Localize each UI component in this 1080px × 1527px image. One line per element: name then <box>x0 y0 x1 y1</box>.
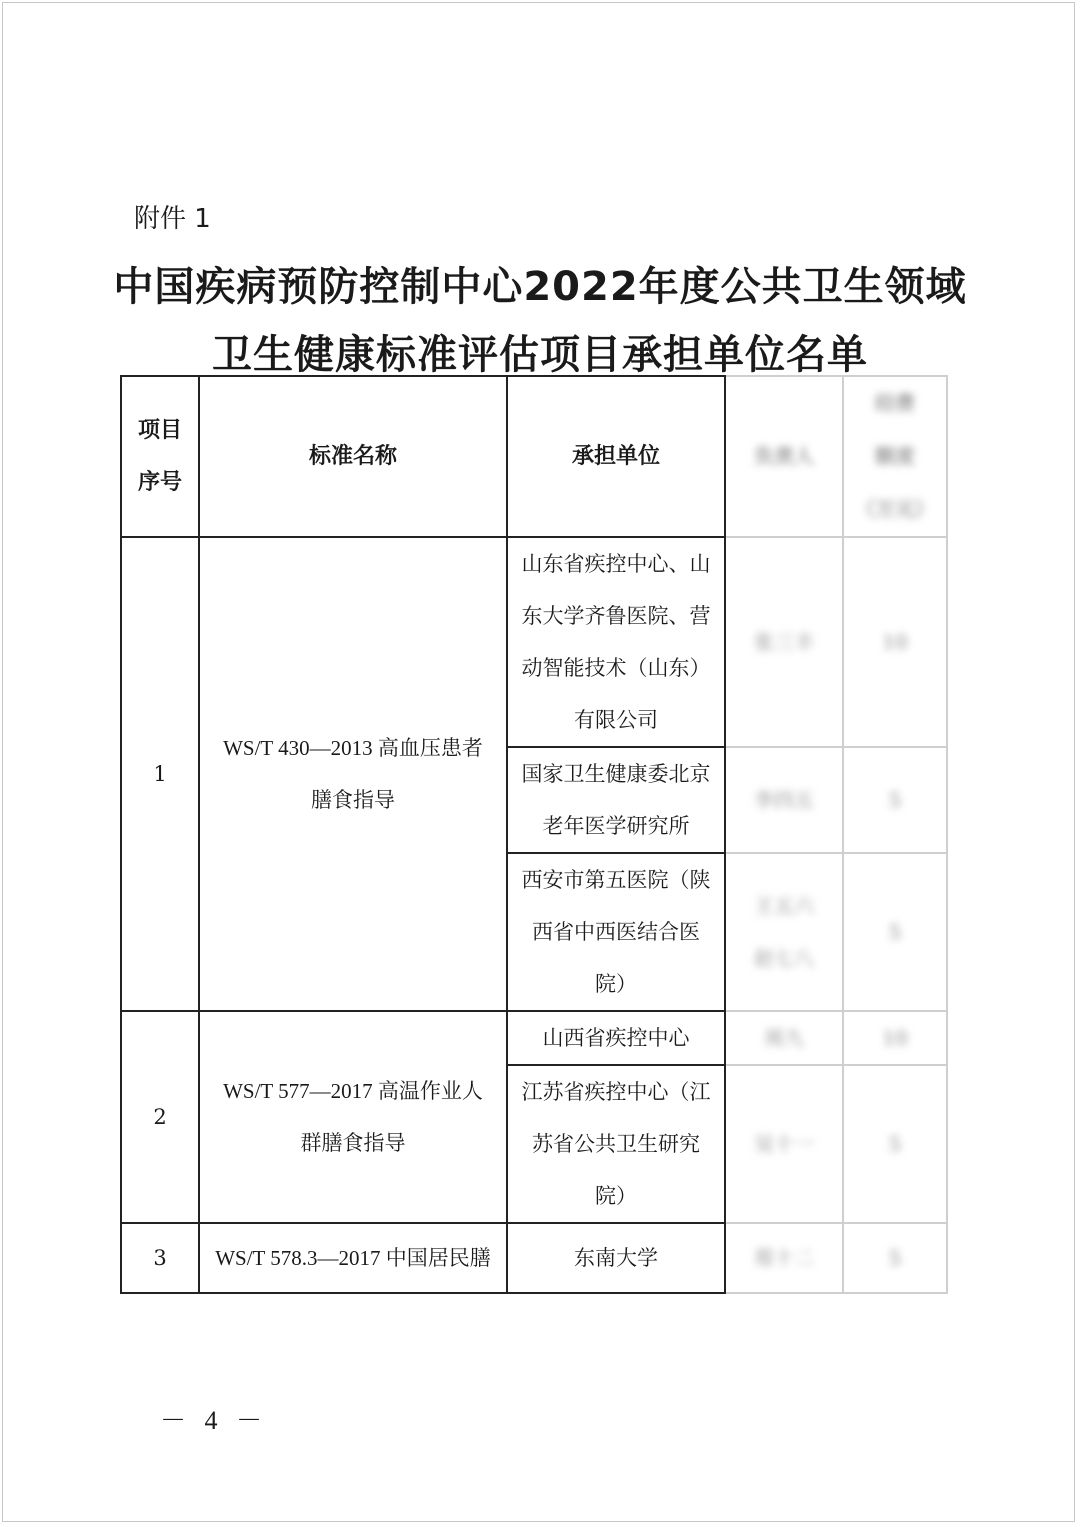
header-standard: 标准名称 <box>199 376 507 537</box>
header-unit: 承担单位 <box>507 376 725 537</box>
page-number: － 4 － <box>160 1406 269 1435</box>
header-seq: 项目 序号 <box>121 376 199 537</box>
standard-name: WS/T 578.3—2017 中国居民膳 <box>199 1223 507 1293</box>
person-blurred: 王五六 赵七八 <box>725 853 843 1011</box>
document-title-line-1: 中国疾病预防控制中心2022年度公共卫生领域 <box>113 264 967 310</box>
attachment-label: 附件 1 <box>134 204 211 234</box>
header-person-blurred: 负责人 <box>725 376 843 537</box>
project-seq: 2 <box>121 1011 199 1223</box>
person-blurred: 周九 <box>725 1011 843 1065</box>
header-funds-blurred: 经费 额度 （万元） <box>843 376 947 537</box>
undertaking-unit: 江苏省疾控中心（江 苏省公共卫生研究 院） <box>507 1065 725 1223</box>
table-row <box>121 537 947 747</box>
person-blurred: 吴十一 <box>725 1065 843 1223</box>
table-row <box>121 1223 947 1293</box>
project-seq: 1 <box>121 537 199 1011</box>
funds-blurred: 10 <box>843 537 947 747</box>
standard-name: WS/T 430—2013 高血压患者 膳食指导 <box>199 537 507 1011</box>
funds-blurred: 5 <box>843 1065 947 1223</box>
project-seq: 3 <box>121 1223 199 1293</box>
undertaking-unit: 山东省疾控中心、山 东大学齐鲁医院、营 动智能技术（山东） 有限公司 <box>507 537 725 747</box>
table-header-row <box>121 376 947 537</box>
person-blurred: 张三丰 <box>725 537 843 747</box>
person-blurred: 李四五 <box>725 747 843 853</box>
undertaking-unit: 国家卫生健康委北京 老年医学研究所 <box>507 747 725 853</box>
funds-blurred: 10 <box>843 1011 947 1065</box>
standard-name: WS/T 577—2017 高温作业人 群膳食指导 <box>199 1011 507 1223</box>
person-blurred: 郑十二 <box>725 1223 843 1293</box>
undertaking-unit: 东南大学 <box>507 1223 725 1293</box>
project-table <box>120 375 948 1294</box>
funds-blurred: 5 <box>843 1223 947 1293</box>
table-row <box>121 1011 947 1065</box>
funds-blurred: 5 <box>843 853 947 1011</box>
undertaking-unit: 西安市第五医院（陕 西省中西医结合医 院） <box>507 853 725 1011</box>
document-title-line-2: 卫生健康标准评估项目承担单位名单 <box>212 332 868 378</box>
funds-blurred: 5 <box>843 747 947 853</box>
undertaking-unit: 山西省疾控中心 <box>507 1011 725 1065</box>
